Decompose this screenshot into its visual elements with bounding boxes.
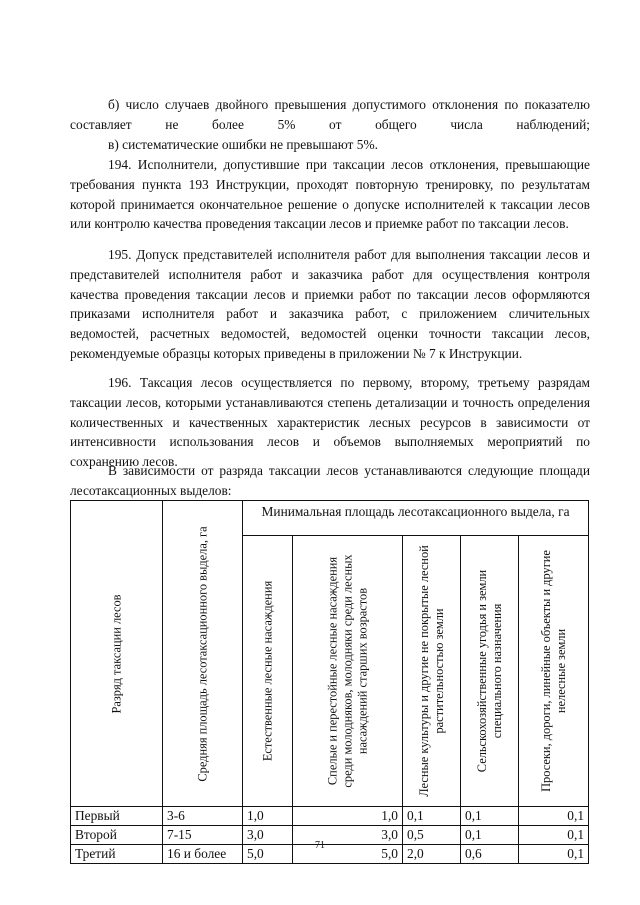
cell-mature: 1,0	[293, 807, 403, 826]
cell-avg-area: 16 и более	[163, 845, 243, 864]
paragraph-194	[70, 155, 590, 234]
header-forest-cultures-text: Лесные культуры и другие не покрытые лесной растительностью земли	[416, 545, 446, 797]
cell-natural: 1,0	[243, 807, 293, 826]
header-category	[71, 501, 163, 807]
cell-clearings: 0,1	[519, 807, 589, 826]
paragraph-intro-text: В зависимости от разряда таксации лесов устанавливаются следующие площади лесотаксационных выделов:	[70, 463, 590, 498]
cell-mature: 3,0	[293, 826, 403, 845]
header-natural-stands-text: Естественные лесные насаждения	[260, 580, 274, 762]
cell-natural: 3,0	[243, 826, 293, 845]
forest-taxation-table	[70, 500, 589, 864]
table-row	[71, 807, 589, 826]
header-mature-stands	[293, 536, 403, 807]
cell-agricultural: 0,1	[461, 807, 519, 826]
paragraph-195-text: 195. Допуск представителей исполнителя работ для выполнения таксации лесов и представителей исполнителя работ и заказчика работ для осуществления контроля качества проведения таксации лесов и приемки работ по таксации лесов оформляются приказами исполнителя работ и заказчика работ, с приложением сличительных ведомостей, расчетных ведомостей, ведомостей оценки точности таксации лесов, рекомендуемые образцы которых приведены в приложении № 7 к Инструкции.	[70, 247, 590, 361]
cell-agricultural: 0,1	[461, 826, 519, 845]
header-avg-area	[163, 501, 243, 807]
cell-mature: 5,0	[293, 845, 403, 864]
cell-avg-area: 7-15	[163, 826, 243, 845]
header-natural-stands	[243, 536, 293, 807]
paragraph-v-text: в) систематические ошибки не превышают 5%.	[108, 137, 378, 152]
cell-avg-area: 3-6	[163, 807, 243, 826]
page-number: 71	[315, 840, 325, 851]
cell-cultures: 2,0	[403, 845, 461, 864]
header-min-area-group: Минимальная площадь лесотаксационного выдела, га	[243, 501, 589, 536]
paragraph-intro	[70, 461, 590, 501]
cell-agricultural: 0,6	[461, 845, 519, 864]
cell-clearings: 0,1	[519, 826, 589, 845]
header-clearings-roads-text: Просеки, дороги, линейные объекты и другие нелесные земли	[538, 550, 568, 792]
paragraph-b-text: б) число случаев двойного превышения допустимого отклонения по показателю составляет не более 5% от общего числа наблюдений;	[70, 97, 590, 132]
cell-natural: 5,0	[243, 845, 293, 864]
cell-cultures: 0,1	[403, 807, 461, 826]
header-mature-stands-text: Спелые и перестойные лесные насаждения среди молодняков, молодняки среди лесных насаждений старших возрастов	[325, 554, 369, 788]
cell-category: Третий	[71, 845, 163, 864]
cell-category: Первый	[71, 807, 163, 826]
header-category-text: Разряд таксации лесов	[109, 593, 123, 714]
paragraph-v	[70, 135, 590, 155]
cell-clearings: 0,1	[519, 845, 589, 864]
cell-cultures: 0,5	[403, 826, 461, 845]
header-forest-cultures	[403, 536, 461, 807]
paragraph-196-text: 196. Таксация лесов осуществляется по первому, второму, третьему разрядам таксации лесов, которыми устанавливаются степень детализации и точность определения количественных и качественных характеристик лесных ресурсов в зависимости от интенсивности использования лесов и объемов выполняемых мероприятий по сохранению лесов.	[70, 375, 590, 470]
cell-category: Второй	[71, 826, 163, 845]
paragraph-195	[70, 245, 590, 364]
table-header-row-top	[71, 501, 589, 536]
header-clearings-roads	[519, 536, 589, 807]
paragraph-194-text: 194. Исполнители, допустившие при таксации лесов отклонения, превышающие требования пункта 193 Инструкции, проходят повторную тренировку, по результатам которой принимается окончательное решение о допуске исполнителей к таксации лесов или контролю качества проведения таксации лесов и приемке работ по таксации лесов.	[70, 157, 590, 232]
header-agricultural-lands	[461, 536, 519, 807]
paragraph-b	[70, 95, 590, 135]
header-avg-area-text: Средняя площадь лесотаксационного выдела, га	[195, 525, 209, 782]
header-agricultural-lands-text: Сельскохозяйственные угодья и земли специального назначения	[474, 569, 504, 773]
paragraph-196	[70, 373, 590, 472]
